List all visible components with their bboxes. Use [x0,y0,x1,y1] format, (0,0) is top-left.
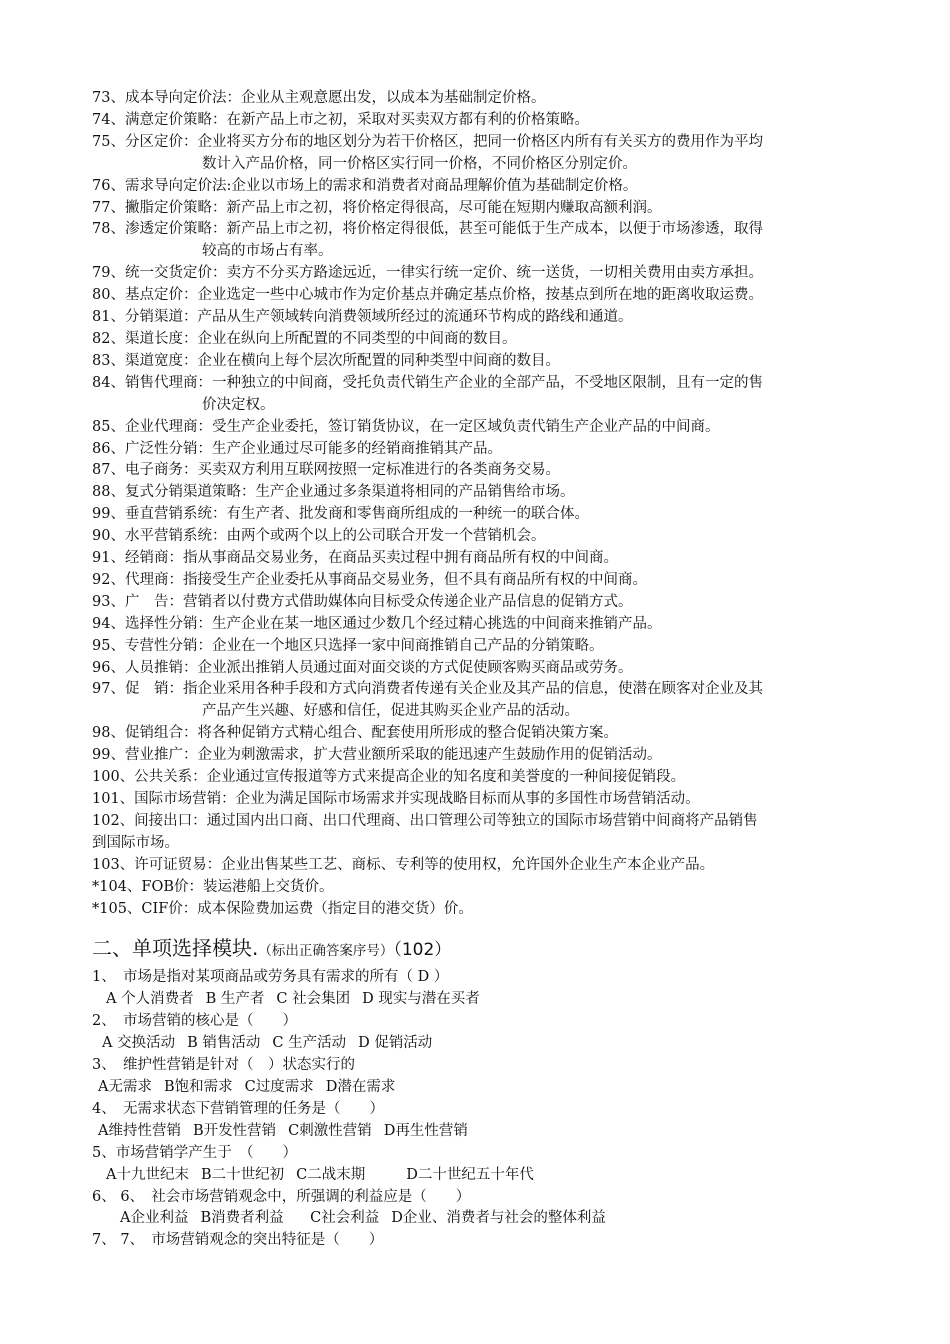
answer-option: C 社会集团 [276,991,351,1008]
definitions-list [92,88,870,920]
definition-continuation: 数计入产品价格，同一价格区实行同一价格，不同价格区分别定价。 [202,155,637,172]
definition-text: 86、广泛性分销：生产企业通过尽可能多的经销商推销其产品。 [92,440,502,457]
question-stem: 7、 7、 市场营销观念的突出特征是（ ） [92,1232,384,1249]
definition-item [92,570,870,592]
answer-option: A 交换活动 [102,1035,176,1052]
definition-item [92,855,870,877]
definition-item [92,877,870,899]
definition-item [92,132,870,176]
answer-option: B饱和需求 [163,1078,233,1095]
definition-text: 101、国际市场营销：企业为满足国际市场需求并实现战略目标而从事的多国性市场营销活动。 [92,791,700,807]
definition-text: 80、基点定价：企业选定一些中心城市作为定价基点并确定基点价格，按基点到所在地的距离收取运费。 [92,287,763,304]
question-item [92,1011,870,1055]
answer-option: A无需求 [98,1078,152,1095]
answer-option: C社会利益 [295,1210,380,1227]
definition-text: 93、广 告：营销者以付费方式借助媒体向目标受众传递企业产品信息的促销方式。 [92,593,633,610]
definition-text: 77、撇脂定价策略：新产品上市之初，将价格定得很高，尽可能在短期内赚取高额利润。 [92,199,662,216]
definition-item [92,285,870,307]
question-stem: 6、 6、 社会市场营销观念中，所强调的利益应是（ ） [92,1188,471,1205]
definition-item [92,745,870,767]
question-item [92,1055,870,1099]
question-item [92,1099,870,1143]
definition-continuation: 价决定权。 [202,396,275,413]
question-options [92,1077,870,1099]
document-page [92,88,870,1252]
definition-item [92,219,870,263]
question-options [92,1121,870,1143]
answer-option: C 生产活动 [272,1035,347,1052]
definition-item [92,789,870,811]
definition-text: 99、垂直营销系统：有生产者、批发商和零售商所组成的一种统一的联合体。 [92,506,589,523]
definition-text: *104、FOB价：装运港船上交货价。 [92,878,334,895]
definition-text: 90、水平营销系统：由两个或两个以上的公司联合开发一个营销机会。 [92,528,546,545]
definition-text: *105、CIF价：成本保险费加运费（指定目的港交货）价。 [92,900,473,917]
question-item [92,1230,870,1252]
question-options [92,1208,870,1230]
answer-option: B开发性营销 [192,1122,277,1139]
definition-text: 98、促销组合：将各种促销方式精心组合、配套使用所形成的整合促销决策方案。 [92,725,618,742]
answer-option: D潜在需求 [325,1078,396,1095]
definition-text: 91、经销商：指从事商品交易业务，在商品买卖过程中拥有商品所有权的中间商。 [92,550,618,567]
answer-option: B 生产者 [205,991,265,1008]
definition-text: 79、统一交货定价：卖方不分买方路途远近，一律实行统一定价、统一送货，一切相关费用由卖方承担。 [92,265,763,282]
questions-list [92,967,870,1252]
definition-item [92,307,870,329]
answer-option: D 促销活动 [358,1035,433,1052]
answer-option: A 个人消费者 [106,991,194,1008]
answer-option: B 销售活动 [187,1035,261,1052]
question-item [92,1187,870,1231]
section-title: 二、单项选择模块. [92,936,259,961]
answer-option: C二战末期 [296,1166,366,1183]
definition-text: 76、需求导向定价法:企业以市场上的需求和消费者对商品理解价值为基础制定价格。 [92,177,638,194]
definition-text: 74、满意定价策略：在新产品上市之初，采取对买卖双方都有利的价格策略。 [92,111,589,128]
definition-text: 78、渗透定价策略：新产品上市之初，将价格定得很低，甚至可能低于生产成本，以便于市场渗透，取得 [92,221,763,238]
definition-item [92,658,870,680]
definition-text: 92、代理商：指接受生产企业委托从事商品交易业务，但不具有商品所有权的中间商。 [92,571,647,588]
question-options [92,1165,870,1187]
definition-text: 100、公共关系：企业通过宣传报道等方式来提高企业的知名度和美誉度的一种间接促销段。 [92,769,686,786]
definition-item [92,548,870,570]
answer-option: C刺激性营销 [288,1122,372,1139]
definition-text: 87、电子商务：买卖双方利用互联网按照一定标准进行的各类商务交易。 [92,462,560,479]
definition-item [92,482,870,504]
definition-text: 81、分销渠道：产品从生产领域转向消费领域所经过的流通环节构成的路线和通道。 [92,309,633,326]
definition-text: 84、销售代理商：一种独立的中间商，受托负责代销生产企业的全部产品，不受地区限制，且有一定的售 [92,374,763,391]
definition-item [92,899,870,921]
definition-text: 73、成本导向定价法：企业从主观意愿出发，以成本为基础制定价格。 [92,90,546,106]
definition-item [92,373,870,417]
definition-item [92,198,870,220]
definition-item [92,614,870,636]
definition-item [92,88,870,110]
definition-item [92,723,870,745]
definition-continuation: 较高的市场占有率。 [202,243,333,260]
definition-text: 95、专营性分销：企业在一个地区只选择一家中间商推销自己产品的分销策略。 [92,637,604,654]
definition-text: 83、渠道宽度：企业在横向上每个层次所配置的同种类型中间商的数目。 [92,352,560,369]
definition-item [92,767,870,789]
definition-item [92,351,870,373]
question-stem: 2、 市场营销的核心是（ ） [92,1013,297,1030]
definition-text: 75、分区定价：企业将买方分布的地区划分为若干价格区，把同一价格区内所有有关买方的费用作为平均 [92,133,763,150]
definition-item [92,263,870,285]
definition-text: 97、促 销：指企业采用各种手段和方式向消费者传递有关企业及其产品的信息，使潜在顾客对企业及其 [92,681,763,698]
definition-text: 99、营业推广：企业为刺激需求，扩大营业额所采取的能迅速产生鼓励作用的促销活动。 [92,747,662,764]
definition-continuation: 产品产生兴趣、好感和信任，促进其购买企业产品的活动。 [202,703,579,720]
definition-text: 103、许可证贸易：企业出售某些工艺、商标、专利等的使用权，允许国外企业生产本企业产品。 [92,856,715,873]
definition-item [92,504,870,526]
definition-item [92,592,870,614]
answer-option: C过度需求 [244,1078,314,1095]
definition-item [92,679,870,723]
question-item [92,967,870,1011]
question-options [92,989,870,1011]
question-options [92,1033,870,1055]
answer-option: A维持性营销 [98,1122,181,1139]
definition-item [92,417,870,439]
definition-continuation: 到国际市场。 [92,834,179,851]
definition-item [92,636,870,658]
definition-item [92,460,870,482]
answer-option: D 现实与潜在买者 [362,991,480,1008]
definition-text: 102、间接出口：通过国内出口商、出口代理商、出口管理公司等独立的国际市场营销中间商将产品销售 [92,812,758,829]
definition-text: 94、选择性分销：生产企业在某一地区通过少数几个经过精心挑选的中间商来推销产品。 [92,615,662,632]
section-heading [92,934,870,965]
question-item [92,1143,870,1187]
definition-text: 96、人员推销：企业派出推销人员通过面对面交谈的方式促使顾客购买商品或劳务。 [92,659,633,676]
definition-item [92,526,870,548]
section-note: （标出正确答案序号） [258,943,394,960]
question-stem: 1、 市场是指对某项商品或劳务具有需求的所有（ D ） [92,969,449,986]
definition-item [92,329,870,351]
answer-option: A企业利益 [120,1210,189,1227]
answer-option: D二十世纪五十年代 [377,1166,534,1183]
section-count: （102） [393,940,452,961]
question-stem: 3、 维护性营销是针对（ ）状态实行的 [92,1057,355,1074]
question-stem: 4、 无需求状态下营销管理的任务是（ ） [92,1100,384,1117]
answer-option: A十九世纪末 [106,1166,189,1183]
answer-option: B消费者利益 [200,1210,284,1227]
definition-item [92,439,870,461]
definition-item [92,110,870,132]
answer-option: D再生性营销 [383,1122,468,1139]
definition-text: 88、复式分销渠道策略：生产企业通过多条渠道将相同的产品销售给市场。 [92,484,575,501]
question-stem: 5、市场营销学产生于 （ ） [92,1144,297,1161]
definition-item [92,811,870,855]
definition-item [92,176,870,198]
definition-text: 82、渠道长度：企业在纵向上所配置的不同类型的中间商的数目。 [92,330,517,347]
definition-text: 85、企业代理商：受生产企业委托，签订销货协议，在一定区域负责代销生产企业产品的中间商。 [92,418,720,435]
answer-option: B二十世纪初 [200,1166,285,1183]
answer-option: D企业、消费者与社会的整体利益 [391,1210,606,1227]
